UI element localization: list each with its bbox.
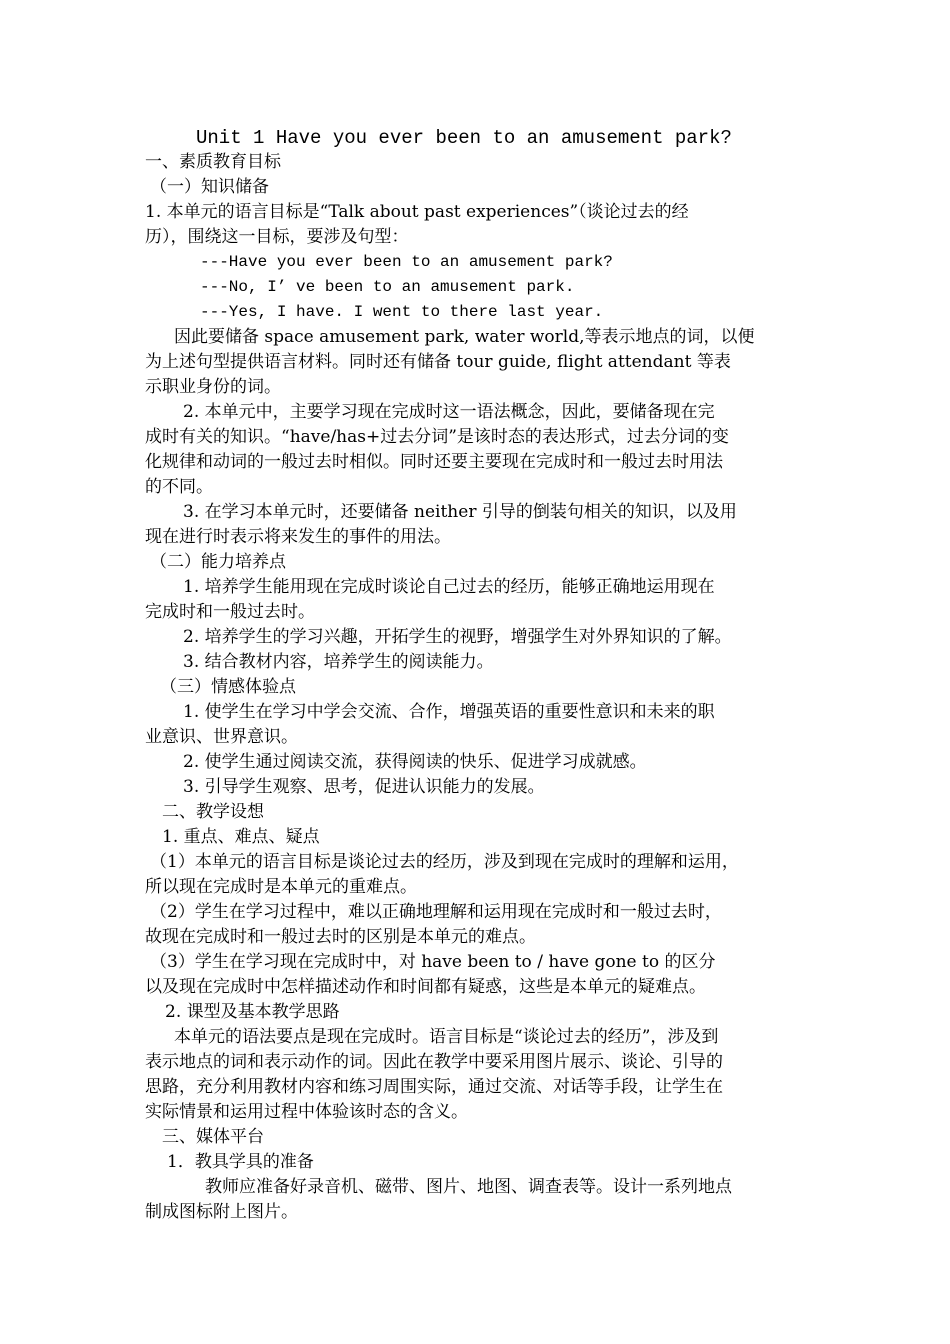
section-heading: 一、素质教育目标 bbox=[145, 152, 281, 172]
list-item: 1. 使学生在学习中学会交流、合作，增强英语的重要性意识和未来的职 bbox=[183, 702, 715, 722]
paragraph-line: 示职业身份的词。 bbox=[145, 377, 281, 397]
section-heading: 三、媒体平台 bbox=[162, 1127, 264, 1147]
example-sentence: ---Have you ever been to an amusement park? bbox=[200, 253, 613, 271]
paragraph-line: 的不同。 bbox=[145, 477, 213, 497]
paragraph-line: 2. 本单元中，主要学习现在完成时这一语法概念，因此，要储备现在完 bbox=[183, 402, 715, 422]
paragraph-line: （2）学生在学习过程中，难以正确地理解和运用现在完成时和一般过去时， bbox=[150, 902, 722, 922]
paragraph-line: 成时有关的知识。“have/has+过去分词”是该时态的表达形式，过去分词的变 bbox=[145, 427, 729, 447]
paragraph-line: 以及现在完成时中怎样描述动作和时间都有疑惑，这些是本单元的疑难点。 bbox=[145, 977, 706, 997]
paragraph-line: （3）学生在学习现在完成时中，对 have been to / have gone to 的区分 bbox=[150, 952, 716, 972]
list-item: 完成时和一般过去时。 bbox=[145, 602, 315, 622]
example-sentence: ---Yes, I have. I went to there last year. bbox=[200, 303, 604, 321]
paragraph-line: 为上述句型提供语言材料。同时还有储备 tour guide, flight attendant 等表 bbox=[145, 352, 731, 372]
subsection-heading: （二）能力培养点 bbox=[150, 552, 286, 572]
paragraph-line: 因此要储备 space amusement park, water world,等表示地点的词，以便 bbox=[174, 327, 755, 347]
subsection-heading: 2. 课型及基本教学思路 bbox=[165, 1002, 340, 1022]
list-item: 3. 结合教材内容，培养学生的阅读能力。 bbox=[183, 652, 494, 672]
paragraph-line: 历），围绕这一目标，要涉及句型： bbox=[145, 227, 409, 247]
paragraph-line: 表示地点的词和表示动作的词。因此在教学中要采用图片展示、谈论、引导的 bbox=[145, 1052, 723, 1072]
list-item: 2. 培养学生的学习兴趣，开拓学生的视野，增强学生对外界知识的了解。 bbox=[183, 627, 732, 647]
paragraph-line: 3. 在学习本单元时，还要储备 neither 引导的倒装句相关的知识，以及用 bbox=[183, 502, 737, 522]
paragraph-line: （1）本单元的语言目标是谈论过去的经历，涉及到现在完成时的理解和运用， bbox=[150, 852, 739, 872]
subsection-heading: （一）知识储备 bbox=[150, 177, 269, 197]
section-heading: 二、教学设想 bbox=[162, 802, 264, 822]
paragraph-line: 1. 本单元的语言目标是“Talk about past experiences”（谈论过去的经 bbox=[145, 202, 689, 222]
paragraph-line: 化规律和动词的一般过去时相似。同时还要主要现在完成时和一般过去时用法 bbox=[145, 452, 723, 472]
paragraph-line: 思路，充分利用教材内容和练习周围实际，通过交流、对话等手段，让学生在 bbox=[145, 1077, 723, 1097]
paragraph-line: 制成图标附上图片。 bbox=[145, 1202, 298, 1222]
paragraph-line: 本单元的语法要点是现在完成时。语言目标是“谈论过去的经历”，涉及到 bbox=[174, 1027, 719, 1047]
list-item: 3. 引导学生观察、思考，促进认识能力的发展。 bbox=[183, 777, 545, 797]
subsection-heading: （三）情感体验点 bbox=[160, 677, 296, 697]
paragraph-line: 现在进行时表示将来发生的事件的用法。 bbox=[145, 527, 451, 547]
paragraph-line: 所以现在完成时是本单元的重难点。 bbox=[145, 877, 417, 897]
paragraph-line: 实际情景和运用过程中体验该时态的含义。 bbox=[145, 1102, 468, 1122]
list-item: 1. 培养学生能用现在完成时谈论自己过去的经历，能够正确地运用现在 bbox=[183, 577, 715, 597]
subsection-heading: 1．教具学具的准备 bbox=[167, 1152, 314, 1172]
paragraph-line: 教师应准备好录音机、磁带、图片、地图、调查表等。设计一系列地点 bbox=[205, 1177, 732, 1197]
paragraph-line: 故现在完成时和一般过去时的区别是本单元的难点。 bbox=[145, 927, 536, 947]
example-sentence: ---No, I’ ve been to an amusement park. bbox=[200, 278, 575, 296]
list-item: 2. 使学生通过阅读交流，获得阅读的快乐、促进学习成就感。 bbox=[183, 752, 647, 772]
document-title: Unit 1 Have you ever been to an amusement park? bbox=[196, 127, 732, 149]
subsection-heading: 1. 重点、难点、疑点 bbox=[162, 827, 320, 847]
list-item: 业意识、世界意识。 bbox=[145, 727, 298, 747]
